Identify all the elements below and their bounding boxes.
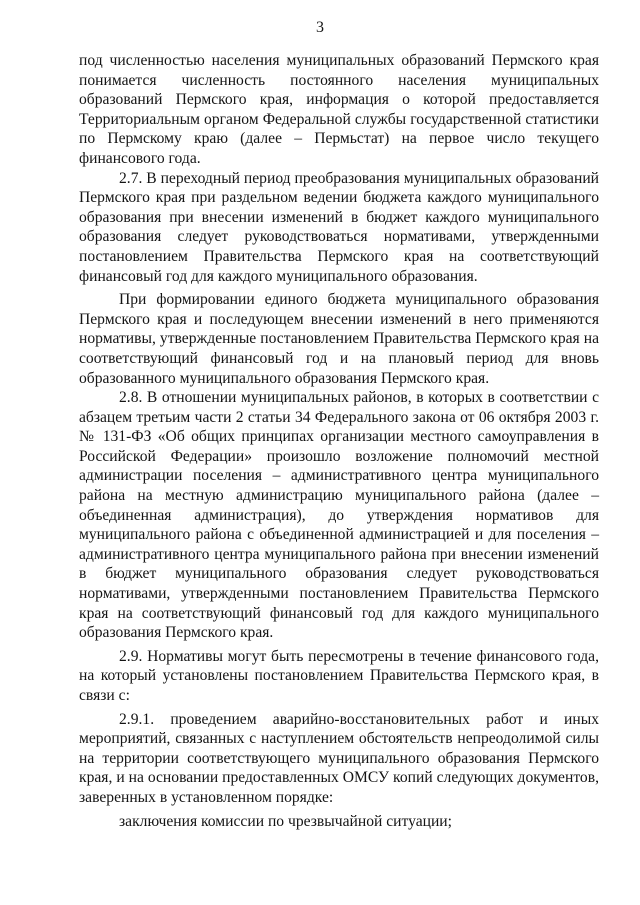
- paragraph-population-definition: под численностью населения муниципальных образований Пермского края понимается численность постоянного населения муниципальных образований Пермского края, информация о которой предоставляется Территориальным органом Федеральной службы государственной статистики по Пермскому краю (далее – Пермьстат) на первое число текущего финансового года.: [79, 52, 599, 167]
- paragraph-unified-budget: При формировании единого бюджета муниципального образования Пермского края и последующем внесении изменений в него применяются нормативы, утвержденные постановлением Правительства Пермского края на соответствующий финансовый год и на плановый период для вновь образованного муниципального образования Пермского края.: [79, 291, 599, 387]
- page-number: 3: [316, 19, 324, 36]
- paragraph-commission-conclusion: заключения комиссии по чрезвычайной ситуации;: [119, 812, 452, 830]
- paragraph-2-7: 2.7. В переходный период преобразования муниципальных образований Пермского края при раздельном ведении бюджета каждого муниципального образования при внесении изменений в бюджет каждого муниципального образования следует руководствоваться нормативами, утвержденными постановлением Правительства Пермского края на соответствующий финансовый год для каждого муниципального образования.: [79, 169, 600, 285]
- document-body: [79, 51, 599, 831]
- paragraph-2-9: 2.9. Нормативы могут быть пересмотрены в течение финансового года, на который установлены постановлением Правительства Пермского края, в связи с:: [79, 647, 599, 704]
- paragraph-2-8: 2.8. В отношении муниципальных районов, в которых в соответствии с абзацем третьим части 2 статьи 34 Федерального закона от 06 октября 2003 г. № 131-ФЗ «Об общих принципах организации местного самоуправления в Российской Федерации» произошло возложение полномочий местной администрации поселения – административного центра муниципального района на местную администрацию муниципального района (далее – объединенная администрация), до утверждения нормативов для муниципального района с объединенной администрацией и для поселения – административного центра муниципального района при внесении изменений в бюджет муниципального образования следует руководствоваться нормативами, утвержденными постановлением Правительства Пермского края на соответствующий финансовый год для каждого муниципального образования Пермского края.: [79, 389, 599, 642]
- paragraph-2-9-1: 2.9.1. проведением аварийно-восстановительных работ и иных мероприятий, связанных с наступлением обстоятельств непреодолимой силы на территории соответствующего муниципального образования Пермского края, и на основании предоставленных ОМСУ копий следующих документов, заверенных в установленном порядке:: [79, 710, 599, 806]
